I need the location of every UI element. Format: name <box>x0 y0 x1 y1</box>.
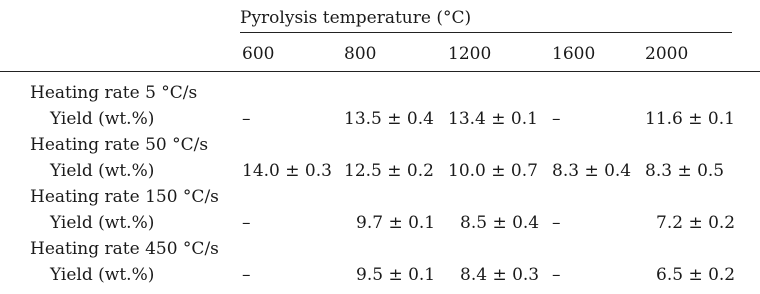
table-cell: 8.5 ± 0.4 <box>460 213 540 233</box>
col-header-800: 800 <box>344 44 377 64</box>
table-cell: – <box>552 213 561 233</box>
table-cell: – <box>242 213 251 233</box>
table-cell: – <box>242 109 251 129</box>
table-cell: – <box>242 265 251 285</box>
row-label: Yield (wt.%) <box>50 213 155 233</box>
table-cell: 13.5 ± 0.4 <box>344 109 434 129</box>
table-cell: 9.5 ± 0.1 <box>356 265 436 285</box>
row-label: Yield (wt.%) <box>50 161 155 181</box>
table-cell: 12.5 ± 0.2 <box>344 161 434 181</box>
group-header-rule <box>240 32 732 33</box>
col-header-1600: 1600 <box>552 44 596 64</box>
group-label: Heating rate 50 °C/s <box>30 135 209 155</box>
row-label: Yield (wt.%) <box>50 265 155 285</box>
row-label: Yield (wt.%) <box>50 109 155 129</box>
col-header-600: 600 <box>242 44 275 64</box>
table-cell: 9.7 ± 0.1 <box>356 213 436 233</box>
group-label: Heating rate 450 °C/s <box>30 239 219 259</box>
table-cell: 6.5 ± 0.2 <box>656 265 736 285</box>
col-header-1200: 1200 <box>448 44 492 64</box>
table-cell: 14.0 ± 0.3 <box>242 161 332 181</box>
table-cell: 8.3 ± 0.4 <box>552 161 632 181</box>
group-label: Heating rate 5 °C/s <box>30 83 198 103</box>
col-header-2000: 2000 <box>645 44 689 64</box>
group-label: Heating rate 150 °C/s <box>30 187 219 207</box>
table-cell: – <box>552 265 561 285</box>
pyrolysis-temperature-header: Pyrolysis temperature (°C) <box>240 8 472 28</box>
table-cell: 8.3 ± 0.5 <box>645 161 725 181</box>
table-cell: 10.0 ± 0.7 <box>448 161 538 181</box>
table-cell: 8.4 ± 0.3 <box>460 265 540 285</box>
table-cell: 13.4 ± 0.1 <box>448 109 538 129</box>
table-cell: 7.2 ± 0.2 <box>656 213 736 233</box>
header-rule <box>0 71 760 72</box>
table-cell: 11.6 ± 0.1 <box>645 109 735 129</box>
table-cell: – <box>552 109 561 129</box>
